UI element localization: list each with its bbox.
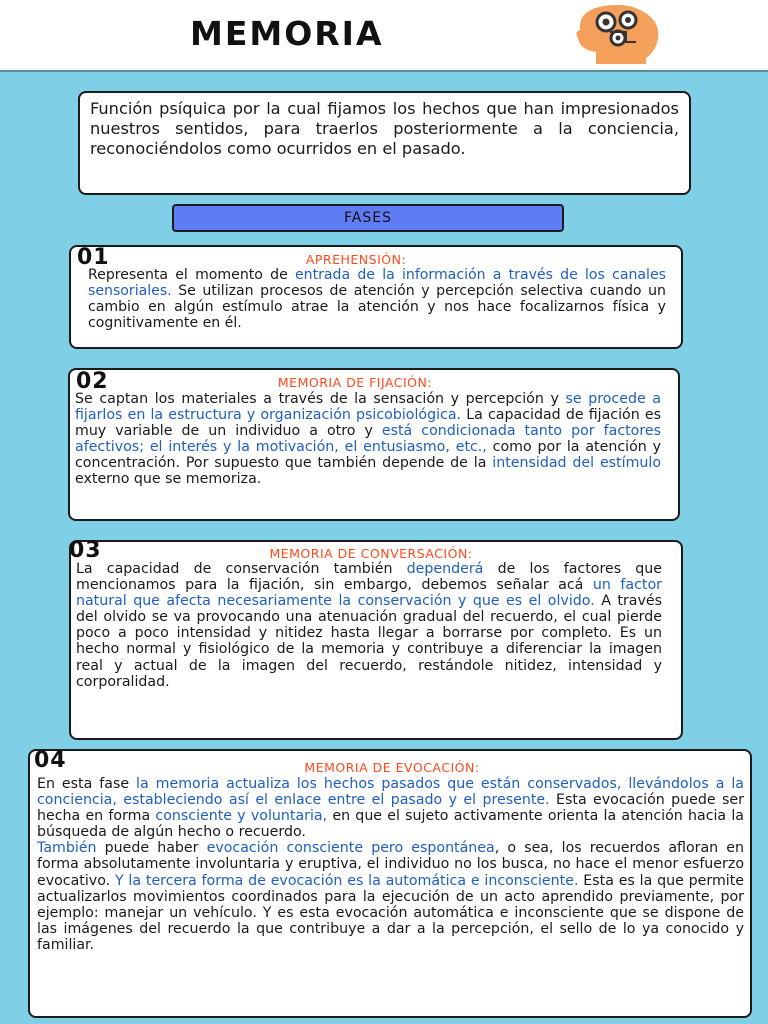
definition-box bbox=[78, 91, 691, 195]
highlighted-text: evocación consciente pero espontánea bbox=[206, 840, 495, 857]
phase-number: 03 bbox=[69, 538, 102, 563]
phase-panel-02 bbox=[68, 368, 680, 521]
phase-panel-04 bbox=[28, 749, 752, 1018]
body-text: de los factores que mencionamos para la fijación, sin embargo, debemos señalar acá bbox=[76, 561, 663, 594]
phase-text bbox=[76, 561, 662, 690]
body-text: , o sea, los recuerdos afloran en forma absolutamente involuntaria y eruptiva, el individuo no los busca, no hace el menor esfuerzo evocativo. bbox=[37, 840, 745, 889]
phase-text bbox=[37, 776, 744, 953]
phase-text bbox=[75, 391, 661, 488]
body-text: como por la atención y concentración. Por supuesto que también depende de la bbox=[75, 439, 661, 472]
body-text: En esta fase bbox=[37, 776, 137, 792]
body-text: Se utilizan procesos de atención y percepción selectiva cuando un cambio en algún estímulo atrae la atención y nos hace focalizarnos física y cognitivamente en él. bbox=[88, 283, 666, 331]
phase-number: 01 bbox=[77, 245, 110, 270]
fases-banner: FASES bbox=[172, 204, 564, 232]
body-text: puede haber bbox=[96, 840, 207, 857]
page-title: MEMORIA bbox=[190, 14, 384, 53]
highlighted-text: consciente y voluntaria, bbox=[155, 808, 328, 825]
highlighted-text: se procede a fijarlos en la estructura y organización psicobiológica. bbox=[75, 391, 661, 424]
body-text: en que el sujeto activamente orienta la atención hacia la búsqueda de algún hecho o recuerdo. bbox=[37, 808, 744, 841]
phase-number: 04 bbox=[34, 748, 67, 773]
highlighted-text: También bbox=[37, 840, 97, 857]
body-text: externo que se memoriza. bbox=[75, 471, 262, 488]
highlighted-text: Y la tercera forma de evocación es la automática e inconsciente. bbox=[114, 872, 579, 889]
phase-number: 02 bbox=[76, 369, 109, 394]
header bbox=[0, 0, 768, 72]
highlighted-text: intensidad del estímulo bbox=[492, 455, 662, 472]
phase-panel-03 bbox=[69, 540, 683, 740]
head-gears-icon bbox=[566, 2, 666, 68]
highlighted-text: entrada de la información a través de los canales sensoriales. bbox=[88, 267, 666, 299]
phase-text bbox=[88, 267, 666, 331]
highlighted-text: un factor natural que afecta necesariamente la conservación y que es el olvido. bbox=[76, 577, 662, 610]
phase-panel-01 bbox=[69, 245, 683, 349]
body-text: La capacidad de fijación es muy variable de un individuo a otro y bbox=[75, 407, 661, 440]
highlighted-text: dependerá bbox=[406, 561, 484, 577]
body-text: A través del olvido se va provocando una atenuación gradual del recuerdo, el cual pierde poco a poco intensidad y nitidez hasta llegar a borrarse por completo. Es un hecho normal y fisiológico de la memoria y contribuye a diferenciar la imagen real y actual de la imagen del recuerdo, restándole nitidez, intensidad y corporalidad. bbox=[76, 593, 662, 690]
body-text: Esta es la que permite actualizarlos movimientos coordinados para la ejecución de un acto aprendido previamente, por ejemplo: manejar un vehículo. Y es esta evocación automática e inconsciente que se dispone de las imágenes del recuerdo la que contribuye a dar a la percepción, el sello de lo ya conocido y familiar. bbox=[37, 872, 744, 953]
definition-text: Función psíquica por la cual fijamos los hechos que han impresionados nuestros sentidos, para traerlos posteriormente a la conciencia, reconociéndolos como ocurridos en el pasado. bbox=[90, 99, 679, 158]
phase-title: MEMORIA DE CONVERSACIÓN: bbox=[269, 546, 473, 561]
body-text: La capacidad de conservación también bbox=[76, 561, 407, 577]
body-text: Esta evocación puede ser hecha en forma bbox=[37, 792, 744, 825]
phase-title: MEMORIA DE FIJACIÓN: bbox=[277, 375, 433, 390]
phase-title: APREHENSIÓN: bbox=[305, 252, 407, 267]
highlighted-text: la memoria actualiza los hechos pasados que están conservados, llevándolos a la conciencia, estableciendo así el enlace entre el pasado y el presente. bbox=[37, 776, 744, 809]
body-text: Se captan los materiales a través de la sensación y percepción y bbox=[75, 391, 566, 407]
body-text: Representa el momento de bbox=[88, 267, 295, 283]
highlighted-text: está condicionada tanto por factores afectivos; el interés y la motivación, el entusiasmo, etc., bbox=[75, 423, 662, 456]
phase-title: MEMORIA DE EVOCACIÓN: bbox=[304, 760, 480, 775]
